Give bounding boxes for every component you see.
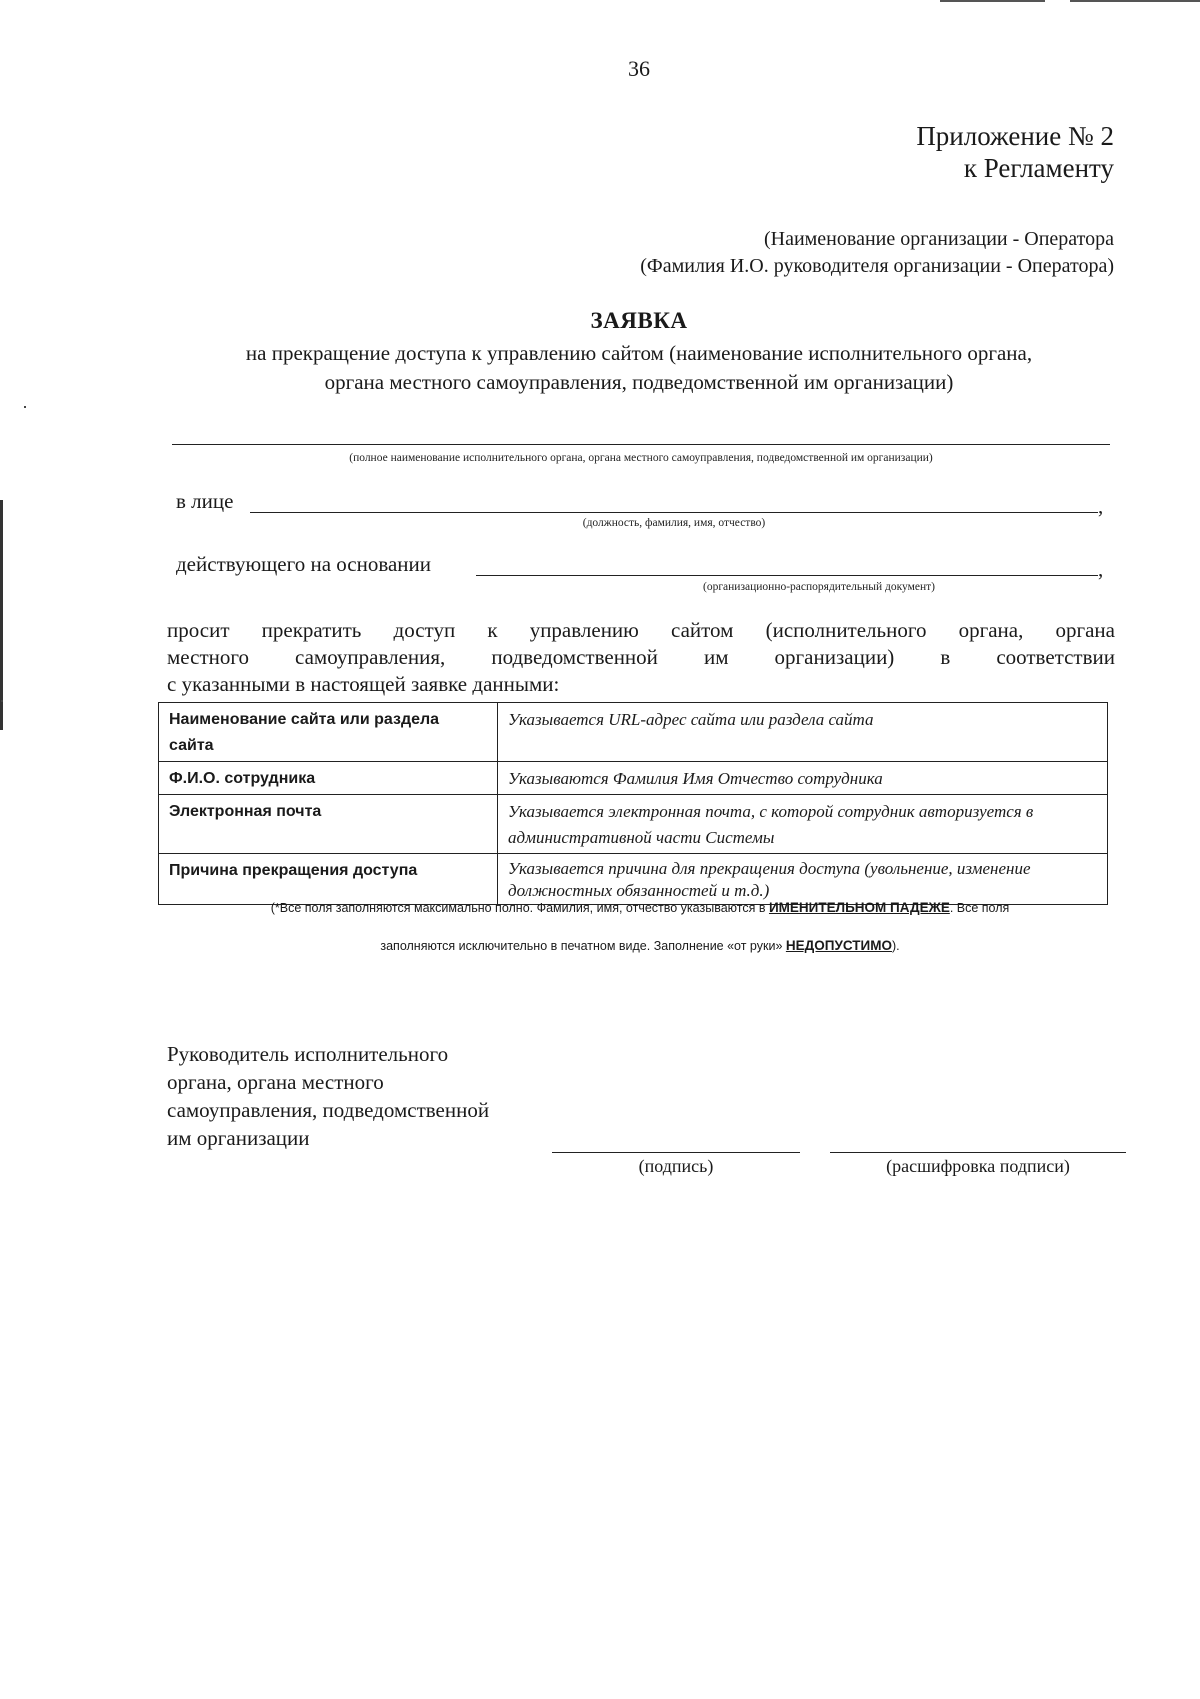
footnote	[160, 889, 1120, 965]
page-number: 36	[628, 56, 650, 81]
footnote-text: ).	[891, 939, 900, 953]
request-paragraph	[167, 617, 1115, 698]
table-cell-label: Электронная почта	[159, 795, 498, 854]
person-field-label: в лице	[176, 489, 234, 513]
table-cell-value[interactable]: Указываются Фамилия Имя Отчество сотрудника	[498, 762, 1108, 795]
request-line: с указанными в настоящей заявке данными:	[167, 672, 560, 696]
addressee-line: (Фамилия И.О. руководителя организации - Оператора)	[640, 255, 1114, 277]
subtitle-line: на прекращение доступа к управлению сайтом (наименование исполнительного органа,	[245, 341, 1033, 365]
appendix-line: к Регламенту	[963, 153, 1114, 183]
person-field-hint: (должность, фамилия, имя, отчество)	[582, 517, 766, 529]
addressee-block	[640, 226, 1114, 280]
basis-field[interactable]	[476, 575, 1098, 576]
table-cell-value[interactable]: Указывается причина для прекращения доступа (увольнение, изменение должностных обязанностей и т.д.)	[498, 854, 1108, 905]
person-field[interactable]	[250, 512, 1098, 513]
table-cell-value[interactable]: Указывается электронная почта, с которой сотрудник авторизуется в административной части Системы	[498, 795, 1108, 854]
signature-label: (подпись)	[638, 1156, 714, 1176]
signer-title	[167, 1040, 489, 1152]
footnote-emphasis: ИМЕНИТЕЛЬНОМ ПАДЕЖЕ	[768, 900, 950, 915]
table-row	[159, 703, 1108, 762]
table-cell-label: Причина прекращения доступа	[159, 854, 498, 905]
document-title: ЗАЯВКА	[590, 308, 688, 333]
org-name-hint: (полное наименование исполнительного органа, органа местного самоуправления, подведомственной им организации)	[349, 452, 933, 464]
scan-dot	[24, 406, 26, 408]
appendix-line: Приложение № 2	[916, 121, 1114, 151]
table-row	[159, 795, 1108, 854]
footnote-text: заполняются исключительно в печатном виде. Заполнение «от руки»	[380, 939, 783, 953]
footnote-text: . Все поля	[949, 901, 1010, 915]
basis-field-hint: (организационно-распорядительный документ)	[703, 581, 935, 593]
subtitle-line: органа местного самоуправления, подведомственной им организации)	[324, 370, 954, 394]
scan-artifact-line	[940, 0, 1045, 2]
request-data-table	[158, 702, 1108, 905]
org-name-field[interactable]	[172, 444, 1110, 445]
appendix-header	[916, 120, 1114, 184]
person-field-comma: ,	[1098, 494, 1104, 518]
signer-line: самоуправления, подведомственной	[167, 1098, 490, 1122]
signer-line: им организации	[167, 1126, 310, 1150]
request-line: просит прекратить доступ к управлению сайтом (исполнительного органа, органа	[167, 618, 1115, 642]
table-cell-label: Наименование сайта или раздела сайта	[159, 703, 498, 762]
signer-line: Руководитель исполнительного	[167, 1042, 449, 1066]
table-cell-label: Ф.И.О. сотрудника	[159, 762, 498, 795]
addressee-line: (Наименование организации - Оператора	[763, 228, 1114, 250]
signature-field[interactable]	[552, 1152, 800, 1153]
scan-margin-mark	[0, 500, 3, 730]
decryption-label: (расшифровка подписи)	[886, 1156, 1070, 1176]
document-subtitle	[150, 339, 1128, 397]
basis-field-comma: ,	[1098, 557, 1104, 581]
decryption-field[interactable]	[830, 1152, 1126, 1153]
footnote-emphasis: НЕДОПУСТИМО	[785, 938, 892, 953]
signer-line: органа, органа местного	[167, 1070, 384, 1094]
basis-field-label: действующего на основании	[176, 552, 432, 576]
footnote-text: (*Все поля заполняются максимально полно. Фамилия, имя, отчество указываются в	[270, 901, 766, 915]
scan-artifact-line	[1070, 0, 1200, 2]
table-row	[159, 762, 1108, 795]
scan-dot	[1, 700, 3, 702]
request-line: местного самоуправления, подведомственной им организации) в соответствии	[167, 645, 1115, 669]
table-cell-value[interactable]: Указывается URL-адрес сайта или раздела сайта	[498, 703, 1108, 762]
